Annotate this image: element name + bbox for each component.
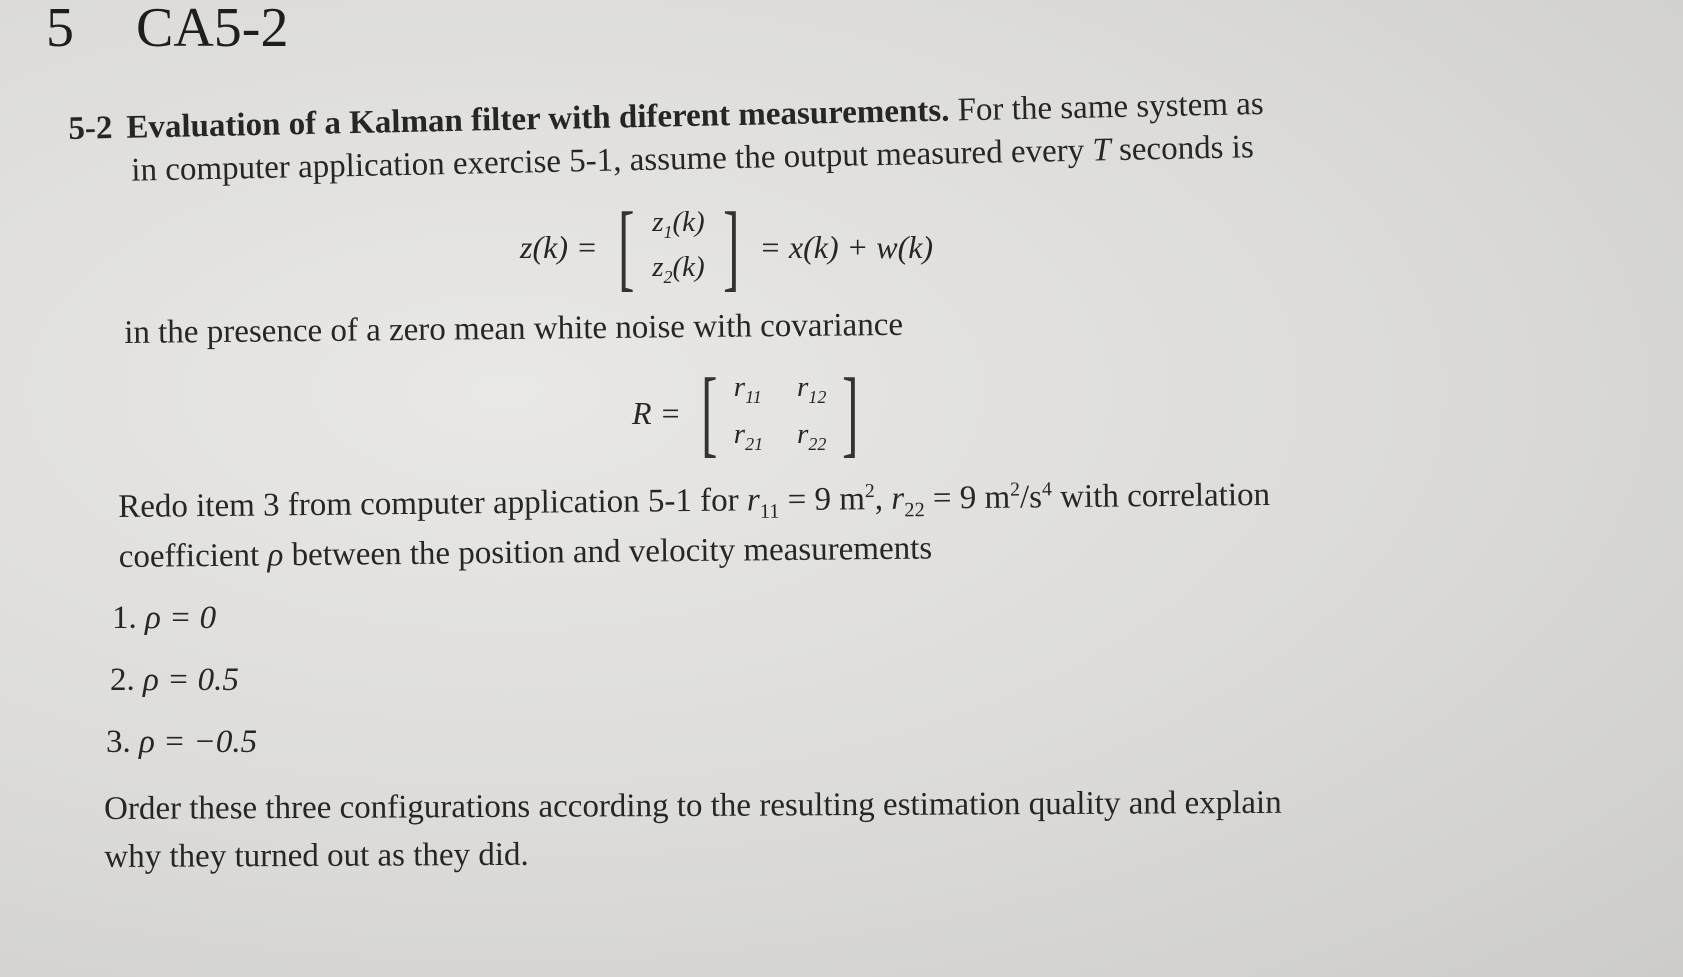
r11-entry: $r_{11}$ <box>733 371 762 407</box>
item-expression: ρ = 0.5 <box>143 662 239 698</box>
equation-covariance <box>632 359 879 467</box>
z1-entry: $z_1(k)$ <box>652 206 705 242</box>
chapter-code: CA5-2 <box>136 0 289 59</box>
closing-paragraph <box>104 780 1282 882</box>
item-label: 2. <box>110 662 135 698</box>
line3-text: in the presence of a zero mean white noise with covariance <box>124 306 904 351</box>
list-item <box>112 600 216 637</box>
r22-entry: $r_{22}$ <box>797 418 827 454</box>
covariance-intro <box>124 302 903 358</box>
redo-line-1: Redo item 3 from computer application 5-1 for $r_{11} = 9$ $m^2$, $r_{22} = 9$ $m^2/s^4$ with correlation <box>118 476 1271 525</box>
right-bracket: ] <box>842 359 859 467</box>
problem-intro: For the same system as <box>957 85 1265 129</box>
left-bracket: [ <box>701 359 718 467</box>
r12-entry: $r_{12}$ <box>797 371 827 407</box>
item-label: 3. <box>106 724 131 760</box>
line2-tail: seconds is <box>1118 129 1255 168</box>
chapter-heading <box>46 0 289 59</box>
redo-paragraph <box>118 472 1271 582</box>
line2-text: in computer application exercise 5-1, assume the output measured every <box>130 132 1085 189</box>
z2-entry: $z_2(k)$ <box>652 251 705 287</box>
list-item <box>110 662 239 699</box>
closing-line-2: why they turned out as they did. <box>104 836 529 875</box>
r21-entry: $r_{21}$ <box>733 418 764 454</box>
left-bracket: [ <box>617 193 635 301</box>
problem-number: 5-2 <box>68 110 113 147</box>
item-expression: ρ = −0.5 <box>139 724 258 760</box>
measurement-vector <box>610 193 748 301</box>
list-item <box>106 724 257 761</box>
covariance-matrix <box>693 359 867 467</box>
eq1-lhs: z(k) = <box>520 228 598 265</box>
chapter-number: 5 <box>46 0 74 59</box>
eq2-lhs: R = <box>632 394 682 431</box>
redo-line-2: coefficient ρ between the position and velocity measurements <box>118 530 933 576</box>
item-label: 1. <box>112 600 137 636</box>
problem-title: Evaluation of a Kalman filter with diferent measurements. <box>126 92 950 146</box>
period-variable: T <box>1092 132 1112 169</box>
equation-measurement <box>520 193 934 301</box>
item-expression: ρ = 0 <box>145 600 217 636</box>
closing-line-1: Order these three configurations according to the resulting estimation quality and explain <box>104 784 1282 827</box>
right-bracket: ] <box>722 193 740 301</box>
eq1-rhs: = x(k) + w(k) <box>759 228 934 265</box>
